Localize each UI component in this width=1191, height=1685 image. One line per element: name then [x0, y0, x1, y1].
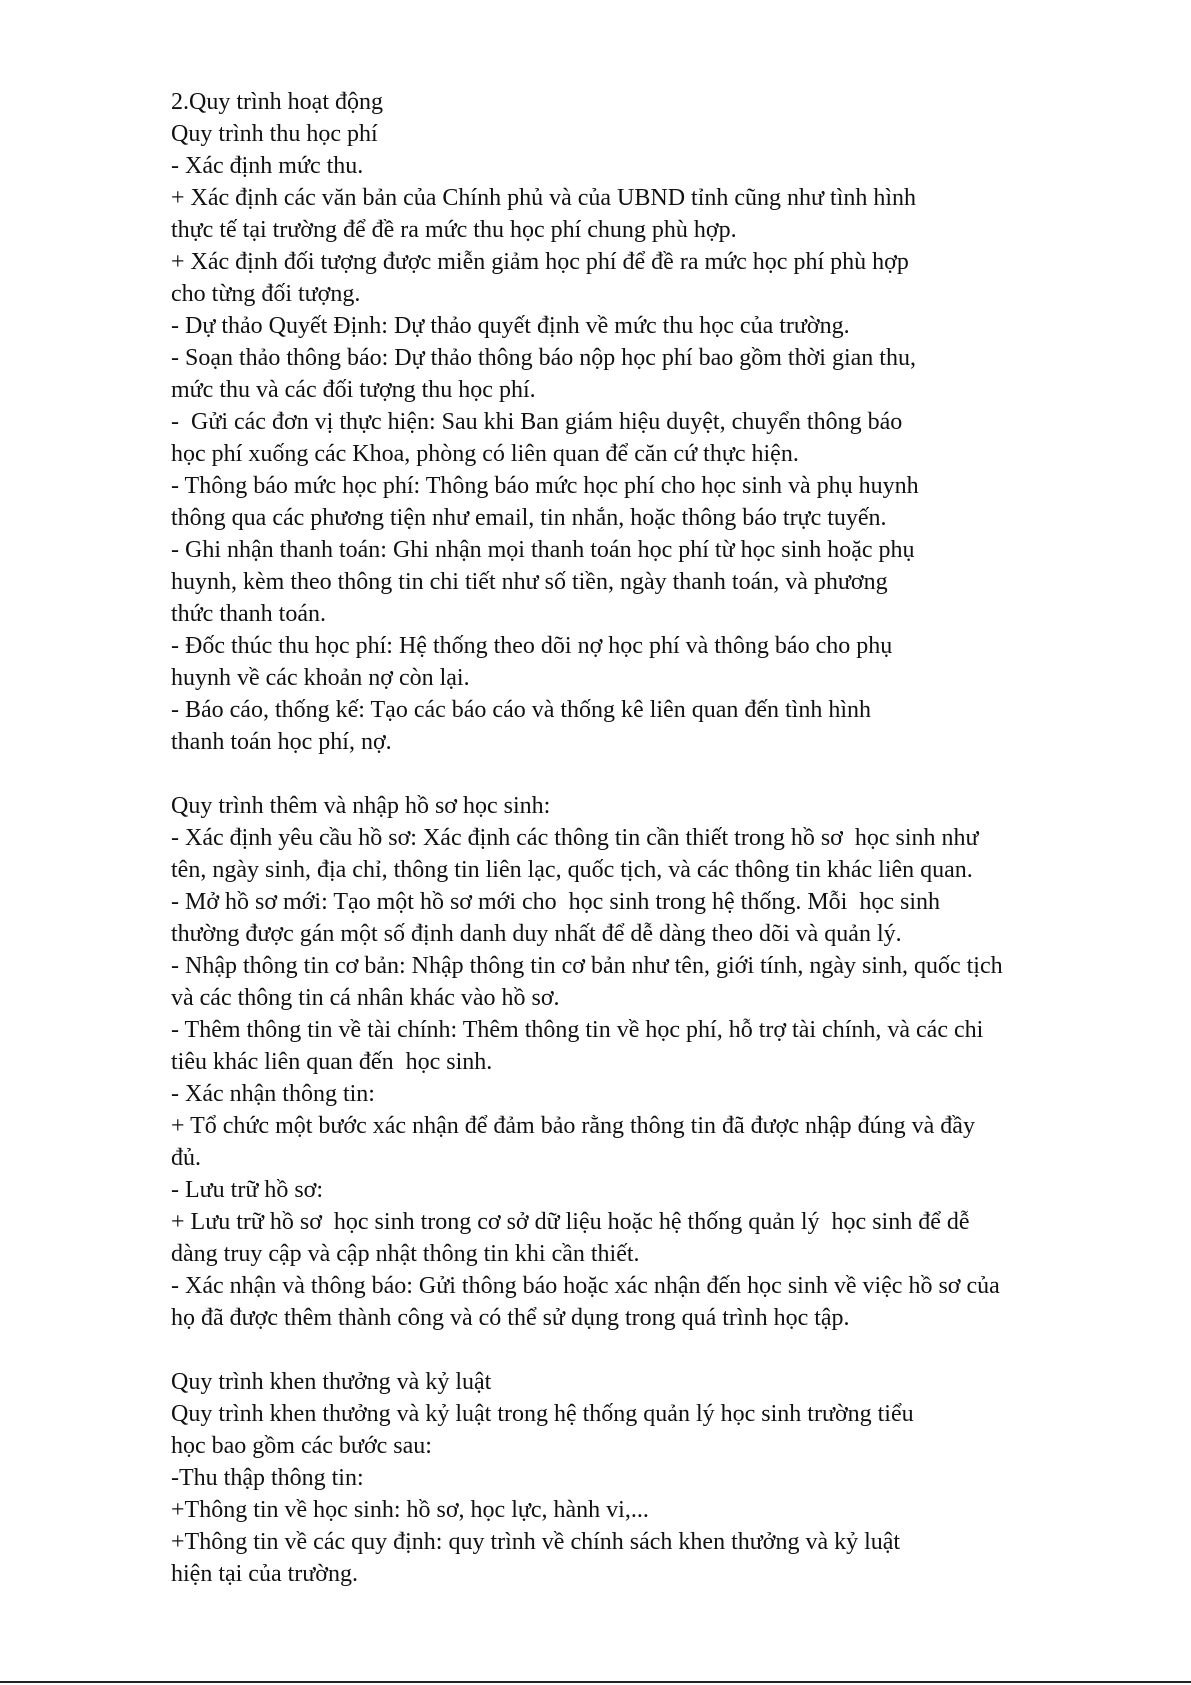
text-line: mức thu và các đối tượng thu học phí. — [171, 377, 536, 403]
text-line: tiêu khác liên quan đến học sinh. — [171, 1049, 493, 1075]
text-line: + Lưu trữ hồ sơ học sinh trong cơ sở dữ liệu hoặc hệ thống quản lý học sinh để dễ — [171, 1209, 970, 1235]
text-line: huynh, kèm theo thông tin chi tiết như số tiền, ngày thanh toán, và phương — [171, 569, 888, 595]
text-line: đủ. — [171, 1145, 201, 1171]
text-line: Quy trình thêm và nhập hồ sơ học sinh: — [171, 793, 551, 819]
text-line: - Xác nhận và thông báo: Gửi thông báo hoặc xác nhận đến học sinh về việc hồ sơ của — [171, 1273, 1000, 1299]
text-line: tên, ngày sinh, địa chỉ, thông tin liên lạc, quốc tịch, và các thông tin khác liên quan. — [171, 857, 973, 883]
text-line: - Mở hồ sơ mới: Tạo một hồ sơ mới cho học sinh trong hệ thống. Mỗi học sinh — [171, 889, 940, 915]
text-line: và các thông tin cá nhân khác vào hồ sơ. — [171, 985, 560, 1011]
text-line: thường được gán một số định danh duy nhất để dễ dàng theo dõi và quản lý. — [171, 921, 902, 947]
text-line: + Tổ chức một bước xác nhận để đảm bảo rằng thông tin đã được nhập đúng và đầy — [171, 1113, 975, 1139]
blank-line — [171, 758, 1091, 790]
blank-line — [171, 1334, 1091, 1366]
text-line: họ đã được thêm thành công và có thể sử dụng trong quá trình học tập. — [171, 1305, 850, 1331]
text-line: thanh toán học phí, nợ. — [171, 729, 392, 755]
text-line: Quy trình khen thưởng và kỷ luật trong hệ thống quản lý học sinh trường tiểu — [171, 1401, 914, 1427]
text-line: - Xác định mức thu. — [171, 153, 364, 179]
text-line: dàng truy cập và cập nhật thông tin khi cần thiết. — [171, 1241, 640, 1267]
text-line: - Xác nhận thông tin: — [171, 1081, 375, 1107]
text-line: - Gửi các đơn vị thực hiện: Sau khi Ban giám hiệu duyệt, chuyển thông báo — [171, 409, 903, 435]
text-line: +Thông tin về học sinh: hồ sơ, học lực, hành vi,... — [171, 1497, 649, 1523]
text-line: thức thanh toán. — [171, 601, 326, 627]
text-line: - Thêm thông tin về tài chính: Thêm thông tin về học phí, hỗ trợ tài chính, và các chi — [171, 1017, 984, 1043]
text-line: - Lưu trữ hồ sơ: — [171, 1177, 324, 1203]
document-body — [171, 86, 1091, 1590]
text-line: - Báo cáo, thống kế: Tạo các báo cáo và thống kê liên quan đến tình hình — [171, 697, 872, 723]
text-line: + Xác định các văn bản của Chính phủ và của UBND tỉnh cũng như tình hình — [171, 185, 917, 211]
text-line: - Ghi nhận thanh toán: Ghi nhận mọi thanh toán học phí từ học sinh hoặc phụ — [171, 537, 915, 563]
text-line: Quy trình khen thưởng và kỷ luật — [171, 1369, 492, 1395]
text-line: -Thu thập thông tin: — [171, 1465, 364, 1491]
text-line: - Soạn thảo thông báo: Dự thảo thông báo nộp học phí bao gồm thời gian thu, — [171, 345, 916, 371]
text-line: huynh về các khoản nợ còn lại. — [171, 665, 470, 691]
text-line: - Dự thảo Quyết Định: Dự thảo quyết định về mức thu học của trường. — [171, 313, 850, 339]
text-line: học bao gồm các bước sau: — [171, 1433, 432, 1459]
text-line: Quy trình thu học phí — [171, 121, 378, 147]
text-line: - Xác định yêu cầu hồ sơ: Xác định các thông tin cần thiết trong hồ sơ học sinh như — [171, 825, 979, 851]
text-line: + Xác định đối tượng được miễn giảm học phí để đề ra mức học phí phù hợp — [171, 249, 909, 275]
page-bottom-rule — [0, 1681, 1191, 1683]
text-line: - Nhập thông tin cơ bản: Nhập thông tin cơ bản như tên, giới tính, ngày sinh, quốc tịch — [171, 953, 1003, 979]
text-line: hiện tại của trường. — [171, 1561, 358, 1587]
text-line: - Thông báo mức học phí: Thông báo mức học phí cho học sinh và phụ huynh — [171, 473, 919, 499]
text-line: - Đốc thúc thu học phí: Hệ thống theo dõi nợ học phí và thông báo cho phụ — [171, 633, 893, 659]
text-line: thực tế tại trường để đề ra mức thu học phí chung phù hợp. — [171, 217, 737, 243]
text-line: +Thông tin về các quy định: quy trình về chính sách khen thưởng và kỷ luật — [171, 1529, 901, 1555]
text-line: 2.Quy trình hoạt động — [171, 89, 383, 115]
text-line: cho từng đối tượng. — [171, 281, 361, 307]
text-line: thông qua các phương tiện như email, tin nhắn, hoặc thông báo trực tuyến. — [171, 505, 887, 531]
text-line: học phí xuống các Khoa, phòng có liên quan để căn cứ thực hiện. — [171, 441, 799, 467]
